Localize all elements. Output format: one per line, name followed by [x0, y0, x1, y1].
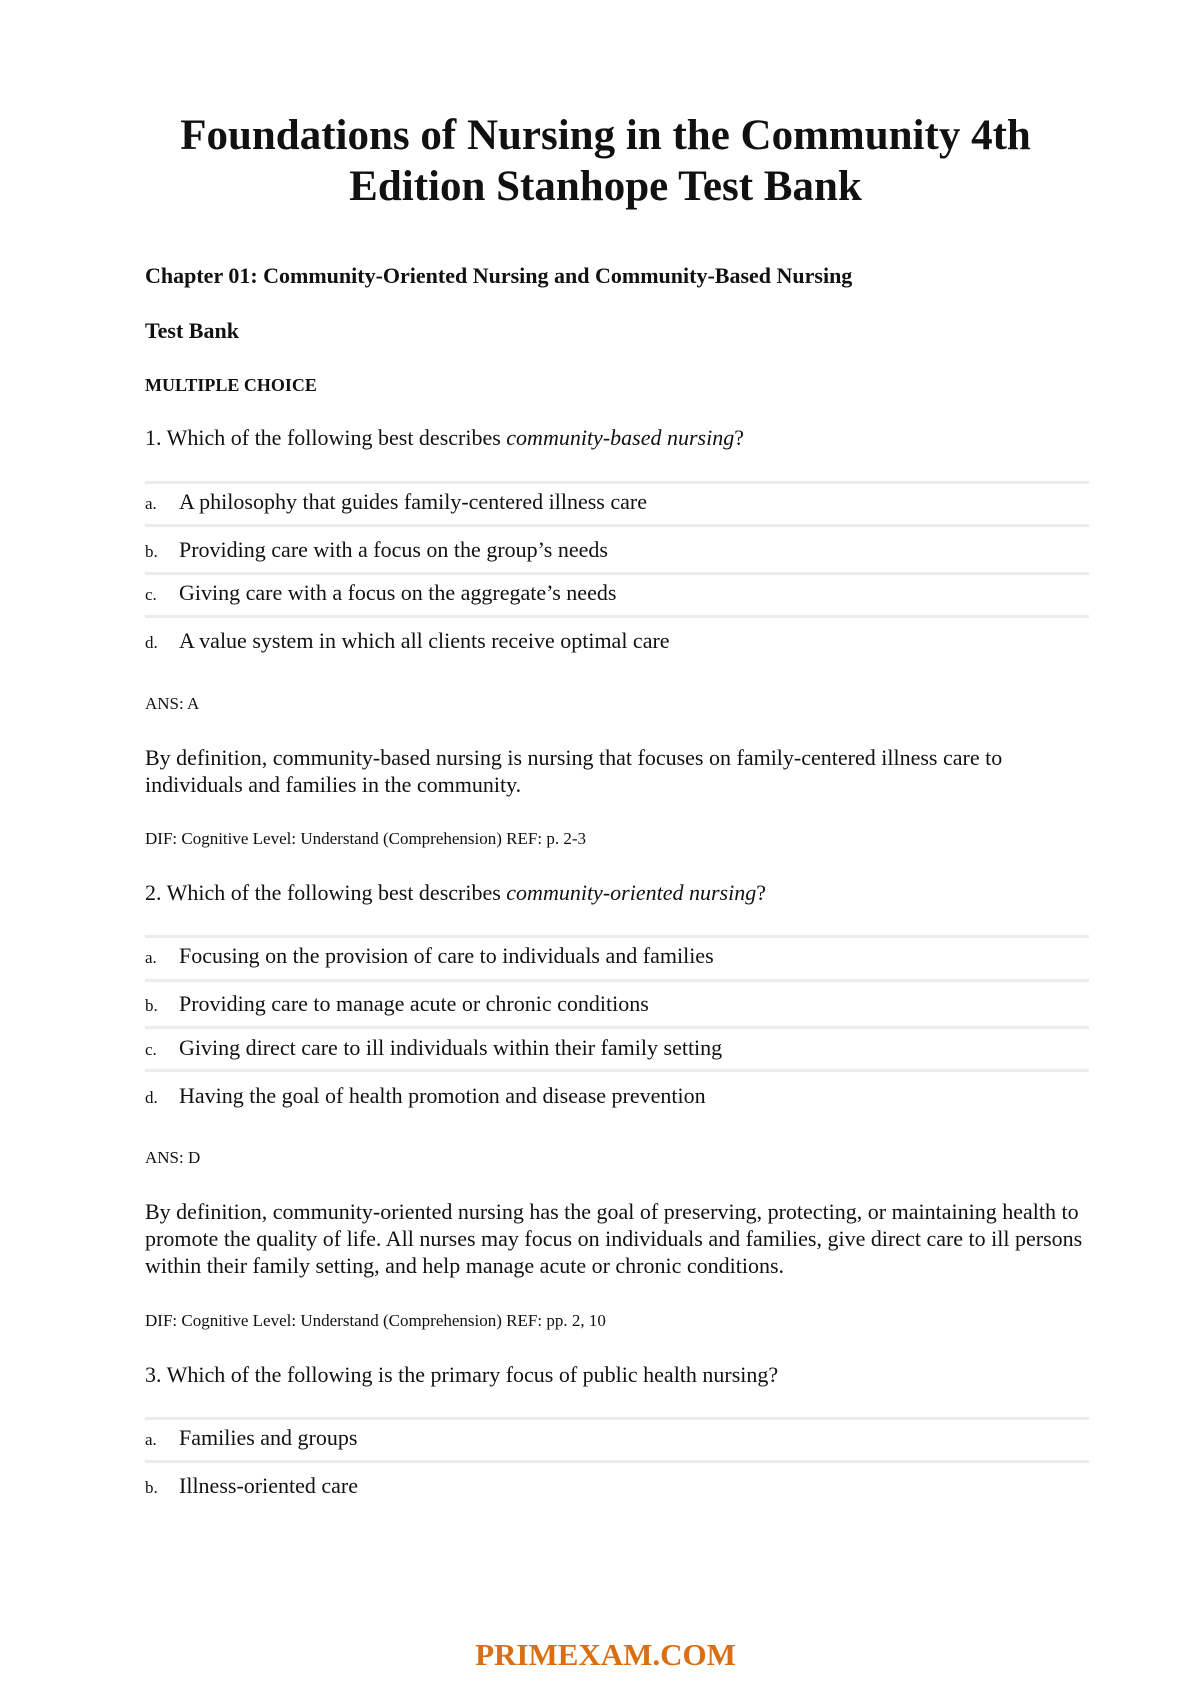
- option-1b: [145, 539, 608, 561]
- option-2b: [145, 993, 649, 1015]
- divider: [145, 979, 1089, 982]
- option-2a: [145, 945, 714, 967]
- chapter-heading: Chapter 01: Community-Oriented Nursing and Community-Based Nursing: [145, 263, 853, 288]
- option-letter: b.: [145, 542, 158, 561]
- option-text: Giving care with a focus on the aggregate’s needs: [179, 580, 617, 605]
- rationale-1: By definition, community-based nursing is nursing that focuses on family-centered illness care to individuals and families in the community.: [145, 745, 1003, 797]
- option-letter: c.: [145, 1040, 157, 1059]
- option-text: A value system in which all clients receive optimal care: [179, 628, 670, 653]
- option-text: Families and groups: [179, 1425, 358, 1450]
- divider: [145, 1069, 1089, 1072]
- divider: [145, 1417, 1089, 1420]
- divider: [145, 481, 1089, 484]
- rationale-2: By definition, community-oriented nursing has the goal of preserving, protecting, or maintaining health to promote the quality of life. All nurses may focus on individuals and families, give direct care to ill persons within their family setting, and help manage acute or chronic conditions.: [145, 1199, 1083, 1278]
- footer-watermark: PRIMEXAM.COM: [475, 1637, 736, 1672]
- answer-1: ANS: A: [145, 694, 200, 713]
- option-text: Having the goal of health promotion and disease prevention: [179, 1083, 706, 1108]
- question-text: 1. Which of the following best describes: [145, 425, 507, 450]
- option-letter: a.: [145, 494, 157, 513]
- option-letter: b.: [145, 1478, 158, 1497]
- option-text: Focusing on the provision of care to individuals and families: [179, 943, 714, 968]
- option-letter: d.: [145, 1088, 158, 1107]
- option-letter: b.: [145, 996, 158, 1015]
- question-1: [145, 427, 744, 449]
- question-3: [145, 1364, 778, 1386]
- answer-2: ANS: D: [145, 1148, 201, 1167]
- divider: [145, 615, 1089, 618]
- section-heading: Test Bank: [145, 318, 239, 343]
- option-text: Giving direct care to ill individuals within their family setting: [179, 1035, 723, 1060]
- question-mark: ?: [756, 880, 766, 905]
- option-text: Illness-oriented care: [179, 1473, 358, 1498]
- question-mark: ?: [734, 425, 744, 450]
- question-term: community-oriented nursing: [506, 880, 757, 905]
- divider: [145, 572, 1089, 575]
- option-3a: [145, 1427, 357, 1449]
- question-text: 2. Which of the following best describes: [145, 880, 507, 905]
- option-letter: a.: [145, 948, 157, 967]
- question-text: 3. Which of the following is the primary focus of public health nursing?: [145, 1362, 779, 1387]
- document-title-line-1: Foundations of Nursing in the Community 4th: [180, 112, 1031, 159]
- option-letter: d.: [145, 633, 158, 652]
- option-text: A philosophy that guides family-centered illness care: [179, 489, 647, 514]
- option-2d: [145, 1085, 706, 1107]
- option-letter: c.: [145, 585, 157, 604]
- option-2c: [145, 1037, 722, 1059]
- option-letter: a.: [145, 1430, 157, 1449]
- divider: [145, 524, 1089, 527]
- option-text: Providing care with a focus on the group’s needs: [179, 537, 608, 562]
- option-1a: [145, 491, 647, 513]
- question-2: [145, 882, 766, 904]
- dif-ref-2: DIF: Cognitive Level: Understand (Comprehension) REF: pp. 2, 10: [145, 1311, 606, 1330]
- option-1d: [145, 630, 670, 652]
- option-text: Providing care to manage acute or chronic conditions: [179, 991, 649, 1016]
- question-type-heading: MULTIPLE CHOICE: [145, 375, 317, 395]
- document-title-line-2: Edition Stanhope Test Bank: [349, 163, 862, 210]
- option-1c: [145, 582, 616, 604]
- divider: [145, 935, 1089, 938]
- dif-ref-1: DIF: Cognitive Level: Understand (Comprehension) REF: p. 2-3: [145, 829, 586, 848]
- question-term: community-based nursing: [506, 425, 735, 450]
- divider: [145, 1026, 1089, 1029]
- option-3b: [145, 1475, 358, 1497]
- divider: [145, 1460, 1089, 1463]
